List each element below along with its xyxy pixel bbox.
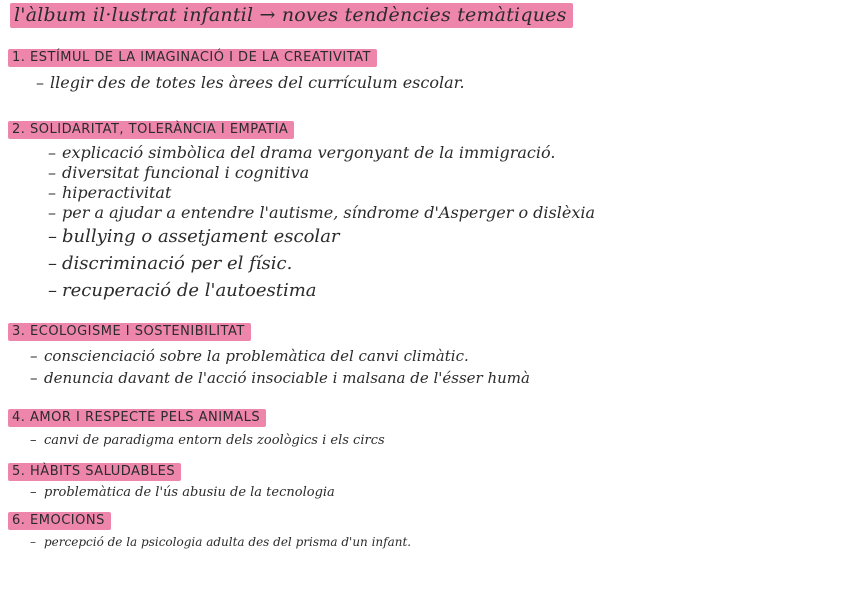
list-item-text: problemàtica de l'ús abusiu de la tecnologia: [44, 485, 335, 500]
list-item: [48, 250, 595, 277]
list-item: [48, 223, 595, 250]
dash-bullet: –: [30, 369, 38, 387]
list-item-text: recuperació de l'autoestima: [62, 280, 317, 301]
item-list: [36, 73, 465, 93]
item-list: [30, 431, 385, 451]
section-heading: 2. SOLIDARITAT, TOLERÀNCIA I EMPATIA: [8, 121, 294, 139]
dash-bullet: –: [30, 535, 36, 549]
list-item: [30, 483, 335, 503]
list-item-text: conscienciació sobre la problemàtica del canvi climàtic.: [44, 347, 469, 365]
list-item: [48, 277, 595, 304]
item-list: [30, 483, 335, 503]
section-imaginacio: [8, 46, 465, 93]
section-emocions: [8, 509, 411, 552]
dash-bullet: –: [48, 183, 56, 202]
list-item-text: llegir des de totes les àrees del currículum escolar.: [50, 73, 465, 92]
section-heading: 3. ECOLOGISME I SOSTENIBILITAT: [8, 323, 251, 341]
section-ecologisme: [8, 320, 530, 389]
dash-bullet: –: [48, 280, 57, 301]
section-heading: 1. ESTÍMUL DE LA IMAGINACIÓ I DE LA CREATIVITAT: [8, 49, 377, 67]
dash-bullet: –: [30, 433, 37, 448]
list-item: [30, 345, 530, 367]
dash-bullet: –: [30, 347, 38, 365]
dash-bullet: –: [48, 203, 56, 222]
list-item-text: per a ajudar a entendre l'autisme, síndrome d'Asperger o dislèxia: [62, 203, 596, 222]
section-animals: [8, 406, 385, 451]
list-item: [48, 143, 595, 163]
item-list: [30, 345, 530, 389]
list-item: [30, 431, 385, 451]
section-solidaritat: [8, 118, 595, 304]
list-item-text: denuncia davant de l'acció insociable i malsana de l'ésser humà: [44, 369, 530, 387]
list-item: [30, 367, 530, 389]
list-item-text: bullying o assetjament escolar: [62, 226, 340, 247]
item-list: [30, 532, 411, 552]
list-item-text: diversitat funcional i cognitiva: [62, 163, 310, 182]
dash-bullet: –: [48, 226, 57, 247]
list-item: [36, 73, 465, 93]
list-item-text: percepció de la psicologia adulta des del prisma d'un infant.: [44, 535, 412, 549]
title-highlight: l'àlbum il·lustrat infantil → noves tendències temàtiques: [10, 3, 573, 28]
section-habits: [8, 460, 335, 503]
section-heading: 4. AMOR I RESPECTE PELS ANIMALS: [8, 409, 266, 427]
dash-bullet: –: [36, 73, 44, 92]
list-item: [48, 183, 595, 203]
list-item: [30, 532, 411, 552]
section-heading: 6. EMOCIONS: [8, 512, 111, 530]
dash-bullet: –: [48, 143, 56, 162]
dash-bullet: –: [48, 163, 56, 182]
list-item-text: discriminació per el físic.: [62, 253, 293, 274]
list-item: [48, 203, 595, 223]
list-item: [48, 163, 595, 183]
dash-bullet: –: [48, 253, 57, 274]
dash-bullet: –: [30, 485, 37, 500]
section-heading: 5. HÀBITS SALUDABLES: [8, 463, 181, 481]
page-title: [10, 4, 573, 26]
list-item-text: hiperactivitat: [62, 183, 172, 202]
list-item-text: canvi de paradigma entorn dels zoològics i els circs: [44, 433, 385, 448]
item-list: [48, 143, 595, 304]
list-item-text: explicació simbòlica del drama vergonyant de la immigració.: [62, 143, 556, 162]
